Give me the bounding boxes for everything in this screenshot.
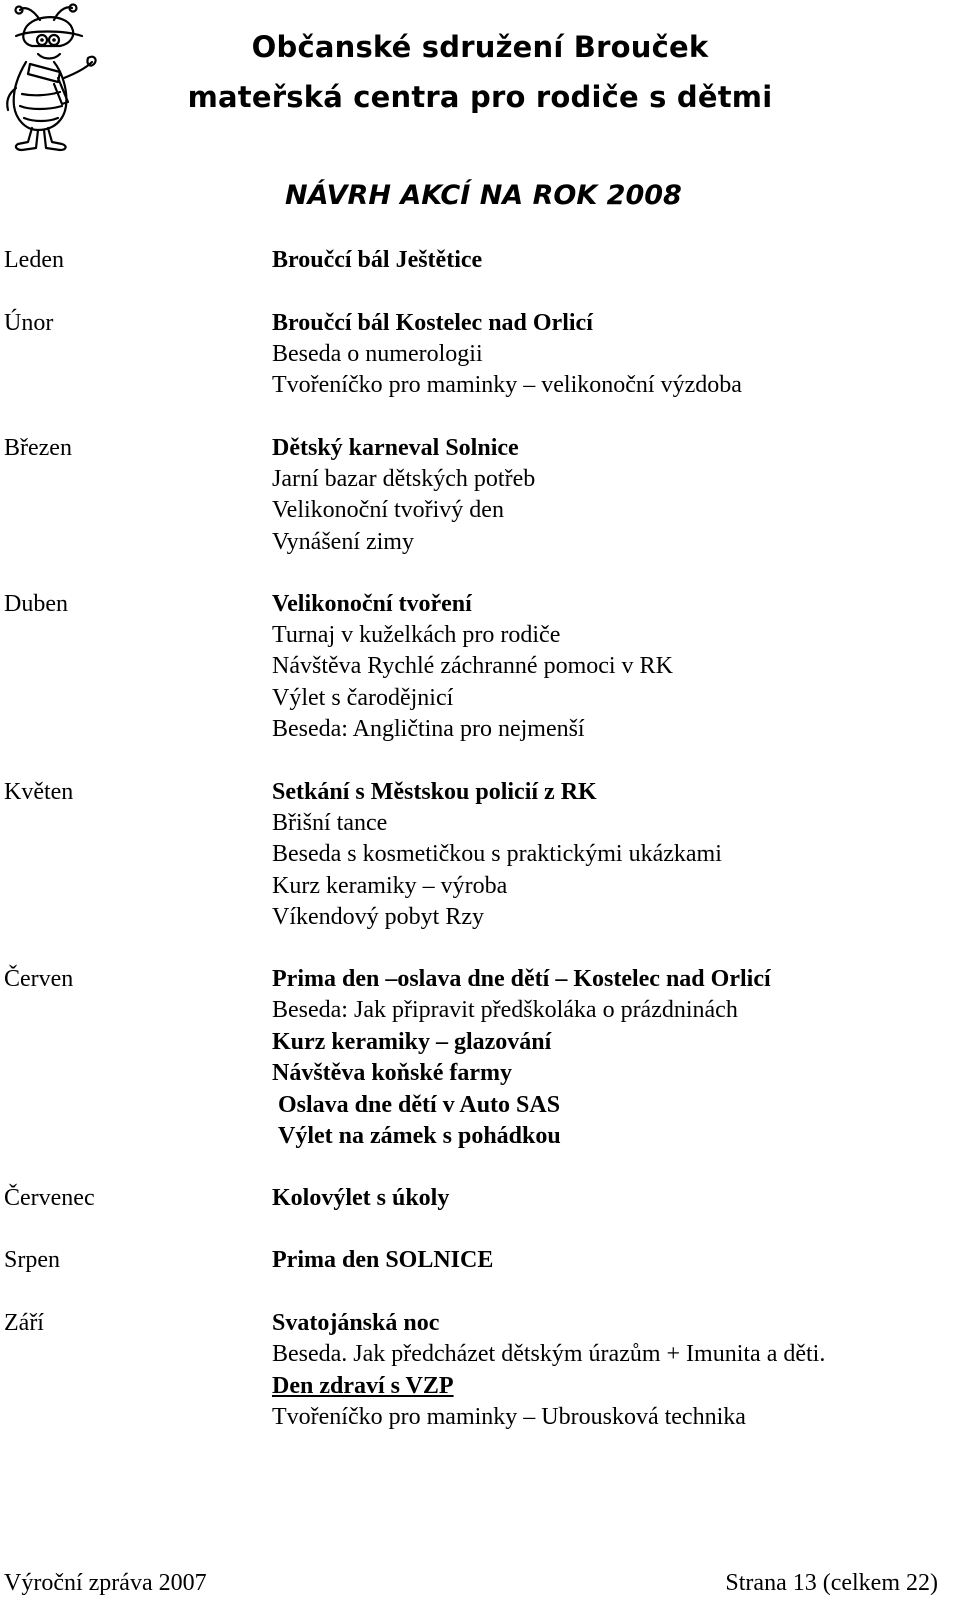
event-item: Tvořeníčko pro maminky – Ubrousková technika	[272, 1404, 746, 1430]
event-item: Velikonoční tvořivý den	[272, 497, 504, 523]
event-item: Velikonoční tvoření	[272, 591, 472, 617]
event-item: Vynášení zimy	[272, 529, 414, 555]
event-item: Výlet na zámek s pohádkou	[278, 1123, 561, 1149]
event-item: Návštěva Rychlé záchranné pomoci v RK	[272, 653, 673, 679]
event-item: Víkendový pobyt Rzy	[272, 904, 484, 930]
month-label: Březen	[4, 435, 72, 461]
month-label: Červen	[4, 966, 74, 992]
event-item: Beseda. Jak předcházet dětským úrazům + Imunita a děti.	[272, 1341, 826, 1367]
event-item: Setkání s Městskou policií z RK	[272, 779, 597, 805]
event-item: Prima den SOLNICE	[272, 1247, 494, 1273]
org-name: Občanské sdružení Brouček	[251, 30, 709, 64]
month-label: Květen	[4, 779, 74, 805]
month-label: Srpen	[4, 1247, 60, 1273]
event-item: Beseda: Jak připravit předškoláka o prázdninách	[272, 997, 738, 1023]
event-item: Tvořeníčko pro maminky – velikonoční výzdoba	[272, 372, 742, 398]
event-item: Výlet s čarodějnicí	[272, 685, 454, 711]
event-item: Břišní tance	[272, 810, 388, 836]
event-item: Beseda o numerologii	[272, 341, 483, 367]
month-label: Duben	[4, 591, 68, 617]
month-label: Únor	[4, 310, 54, 336]
event-item: Broučcí bál Ještětice	[272, 247, 483, 273]
event-item: Beseda s kosmetičkou s praktickými ukázkami	[272, 841, 722, 867]
event-item: Dětský karneval Solnice	[272, 435, 519, 461]
org-subtitle: mateřská centra pro rodiče s dětmi	[187, 80, 773, 114]
event-item: Den zdraví s VZP	[272, 1373, 454, 1399]
event-item: Kurz keramiky – glazování	[272, 1029, 552, 1055]
event-item: Prima den –oslava dne dětí – Kostelec nad Orlicí	[272, 966, 771, 992]
event-item: Oslava dne dětí v Auto SAS	[278, 1092, 561, 1118]
month-label: Leden	[4, 247, 64, 273]
event-item: Beseda: Angličtina pro nejmenší	[272, 716, 585, 742]
event-item: Jarní bazar dětských potřeb	[272, 466, 536, 492]
month-label: Červenec	[4, 1185, 95, 1211]
document-heading: NÁVRH AKCÍ NA ROK 2008	[285, 180, 682, 211]
event-item: Kurz keramiky – výroba	[272, 873, 508, 899]
footer-page-number: Strana 13 (celkem 22)	[725, 1570, 938, 1596]
month-label: Září	[4, 1310, 44, 1336]
event-item: Kolovýlet s úkoly	[272, 1185, 450, 1211]
event-item: Turnaj v kuželkách pro rodiče	[272, 622, 561, 648]
footer-report-title: Výroční zpráva 2007	[4, 1570, 207, 1596]
event-item: Broučcí bál Kostelec nad Orlicí	[272, 310, 593, 336]
event-item: Svatojánská noc	[272, 1310, 440, 1336]
beetle-mascot-logo	[2, 2, 100, 152]
event-item: Návštěva koňské farmy	[272, 1060, 512, 1086]
